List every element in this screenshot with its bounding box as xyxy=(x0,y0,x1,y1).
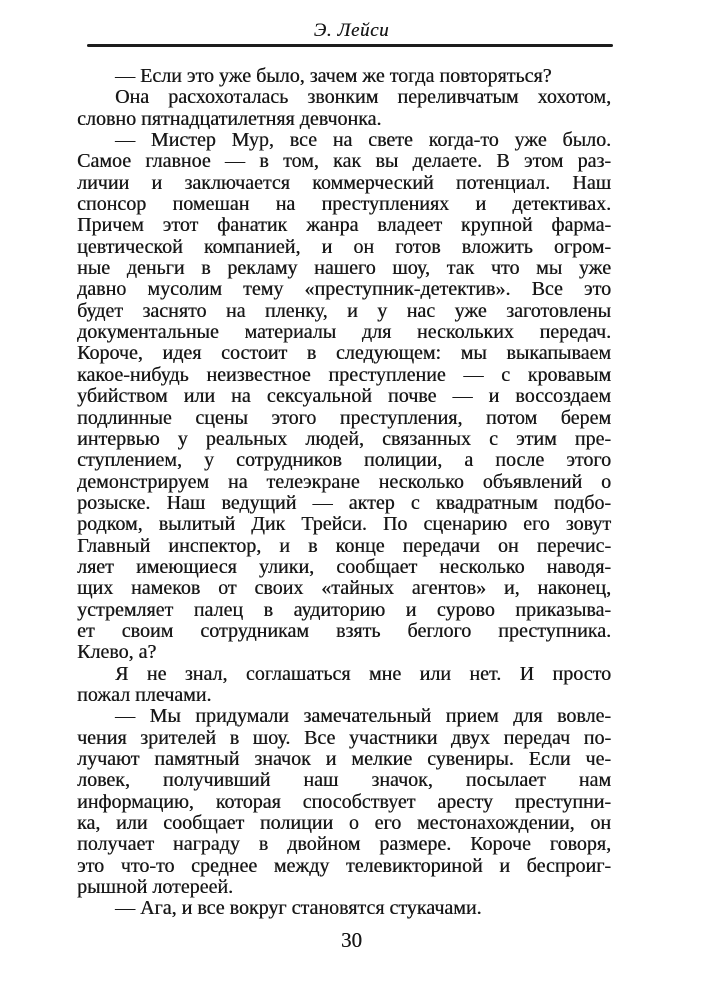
text-line: будет заснято на пленку, и у нас уже заготовлены xyxy=(77,299,611,322)
text-line: ляет имеющиеся улики, сообщает несколько наводя- xyxy=(77,555,611,578)
header-rule xyxy=(87,44,613,47)
text-line: цевтической компанией, и он готов вложить огром- xyxy=(77,235,611,258)
text-line: устремляет палец в аудиторию и сурово приказыва- xyxy=(77,598,611,621)
text-line: щих намеков от своих «тайных агентов» и, наконец, xyxy=(77,577,611,600)
text-line: ловек, получивший наш значок, посылает нам xyxy=(77,769,611,792)
text-line: ет своим сотрудникам взять беглого преступника. xyxy=(77,619,611,642)
text-line: — Мы придумали замечательный прием для вовле- xyxy=(115,705,611,728)
text-line: это что-то среднее между телевикториной и беспроиг- xyxy=(77,854,611,877)
text-line: Главный инспектор, и в конце передачи он перечис- xyxy=(77,534,611,557)
text-line: получает награду в двойном размере. Короче говоря, xyxy=(77,833,611,856)
running-header-author: Э. Лейси xyxy=(313,20,390,41)
text-line: информацию, которая способствует аресту преступни- xyxy=(77,790,611,813)
text-line: рышной лотереей. xyxy=(77,876,234,899)
text-line: документальные материалы для нескольких передач. xyxy=(77,321,611,344)
text-line: какое-нибудь неизвестное преступление — с кровавым xyxy=(77,363,611,386)
text-line: — Мистер Мур, все на свете когда-то уже было. xyxy=(115,129,611,152)
text-line: убийством или на сексуальной почве — и воссоздаем xyxy=(77,385,611,408)
text-line: спонсор помешан на преступлениях и детективах. xyxy=(77,193,611,216)
text-line: родком, вылитый Дик Трейси. По сценарию его зовут xyxy=(77,513,611,536)
text-line: ные деньги в рекламу нашего шоу, так что мы уже xyxy=(77,257,611,280)
text-line: давно мусолим тему «преступник-детектив». Все это xyxy=(77,278,611,301)
text-line: розыске. Наш ведущий — актер с квадратным подбо- xyxy=(77,491,611,514)
text-line: личии и заключается коммерческий потенциал. Наш xyxy=(77,171,611,194)
text-line: — Ага, и все вокруг становятся стукачами. xyxy=(115,897,482,920)
text-line: Я не знал, соглашаться мне или нет. И просто xyxy=(115,662,611,685)
text-line: — Если это уже было, зачем же тогда повторяться? xyxy=(115,65,552,87)
text-line: ка, или сообщает полиции о его местонахождении, он xyxy=(77,812,611,835)
body-text xyxy=(77,66,611,920)
text-line: чения зрителей в шоу. Все участники двух передач по- xyxy=(77,726,611,749)
page-number: 30 xyxy=(341,928,362,952)
text-line: Клево, а? xyxy=(77,641,157,664)
text-line: словно пятнадцатилетняя девчонка. xyxy=(77,107,382,130)
text-line: ступлением, у сотрудников полиции, а после этого xyxy=(77,449,611,472)
text-line: Самое главное — в том, как вы делаете. В этом раз- xyxy=(77,150,611,173)
text-line: демонстрируем на телеэкране несколько объявлений о xyxy=(77,470,611,493)
text-line: пожал плечами. xyxy=(77,683,212,706)
text-line: интервью у реальных людей, связанных с этим пре- xyxy=(77,427,611,450)
text-line: Короче, идея состоит в следующем: мы выкапываем xyxy=(77,342,611,365)
text-line: лучают памятный значок и мелкие сувениры. Если че- xyxy=(77,748,611,770)
text-line: Причем этот фанатик жанра владеет крупной фарма- xyxy=(77,214,611,237)
text-line: Она расхохоталась звонким переливчатым хохотом, xyxy=(115,86,611,109)
text-line: подлинные сцены этого преступления, потом берем xyxy=(77,406,611,429)
